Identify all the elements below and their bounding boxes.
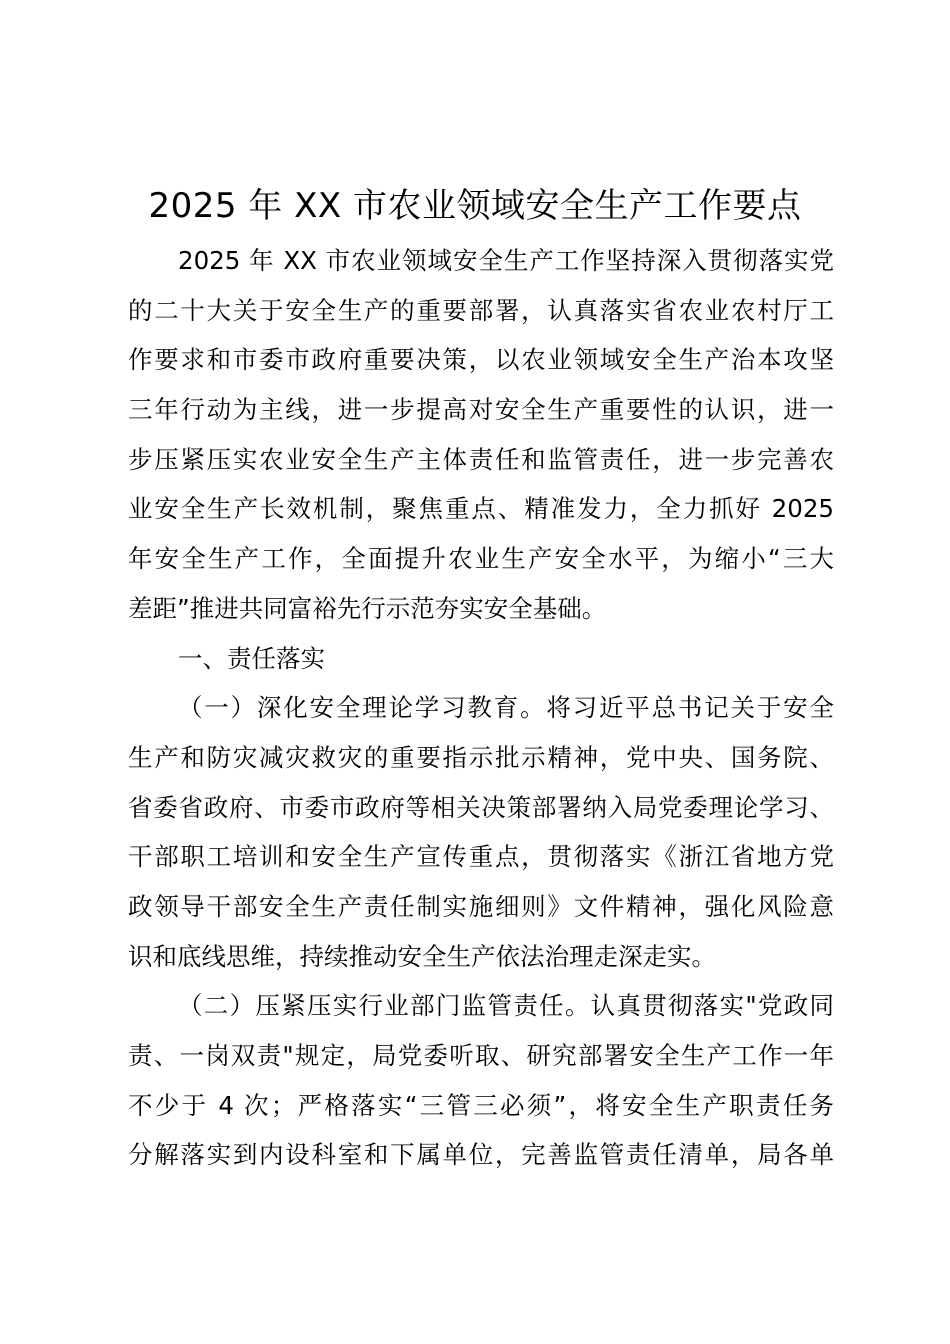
paragraph-line: 生产和防灾减灾救灾的重要指示批示精神，党中央、国务院、 [128,742,834,772]
paragraph-line: 年安全生产工作，全面提升农业生产安全水平，为缩小“三大 [128,544,834,574]
document-body [128,236,834,1180]
paragraph-line: 步压紧压实农业安全生产主体责任和监管责任，进一步完善农 [128,444,834,474]
paragraph-line: 识和底线思维，持续推动安全生产依法治理走深走实。 [128,941,716,971]
section-heading: 一、责任落实 [178,643,325,673]
paragraph-line: 的二十大关于安全生产的重要部署，认真落实省农业农村厅工 [128,295,834,325]
paragraph-line: 作要求和市委市政府重要决策，以农业领域安全生产治本攻坚 [128,345,834,375]
paragraph-line: 业安全生产长效机制，聚焦重点、精准发力，全力抓好 2025 [128,494,834,524]
paragraph-line: （二）压紧压实行业部门监管责任。认真贯彻落实"党政同 [178,991,834,1021]
paragraph-line: 不少于 4 次；严格落实“三管三必须”，将安全生产职责任务 [128,1090,834,1120]
paragraph-line: （一）深化安全理论学习教育。将习近平总书记关于安全 [178,693,834,723]
paragraph-line: 差距”推进共同富裕先行示范夯实安全基础。 [128,593,607,623]
paragraph-line: 分解落实到内设科室和下属单位，完善监管责任清单，局各单 [128,1140,834,1170]
paragraph-line: 责、一岗双责"规定，局党委听取、研究部署安全生产工作一年 [128,1041,834,1070]
paragraph-line: 省委省政府、市委市政府等相关决策部署纳入局党委理论学习、 [128,792,834,822]
document-title: 2025 年 XX 市农业领域安全生产工作要点 [148,186,802,226]
paragraph-line: 2025 年 XX 市农业领域安全生产工作坚持深入贯彻落实党 [178,246,834,275]
paragraph-line: 三年行动为主线，进一步提高对安全生产重要性的认识，进一 [128,395,834,425]
paragraph-line: 政领导干部安全生产责任制实施细则》文件精神，强化风险意 [128,891,834,921]
paragraph-line: 干部职工培训和安全生产宣传重点，贯彻落实《浙江省地方党 [128,842,834,872]
